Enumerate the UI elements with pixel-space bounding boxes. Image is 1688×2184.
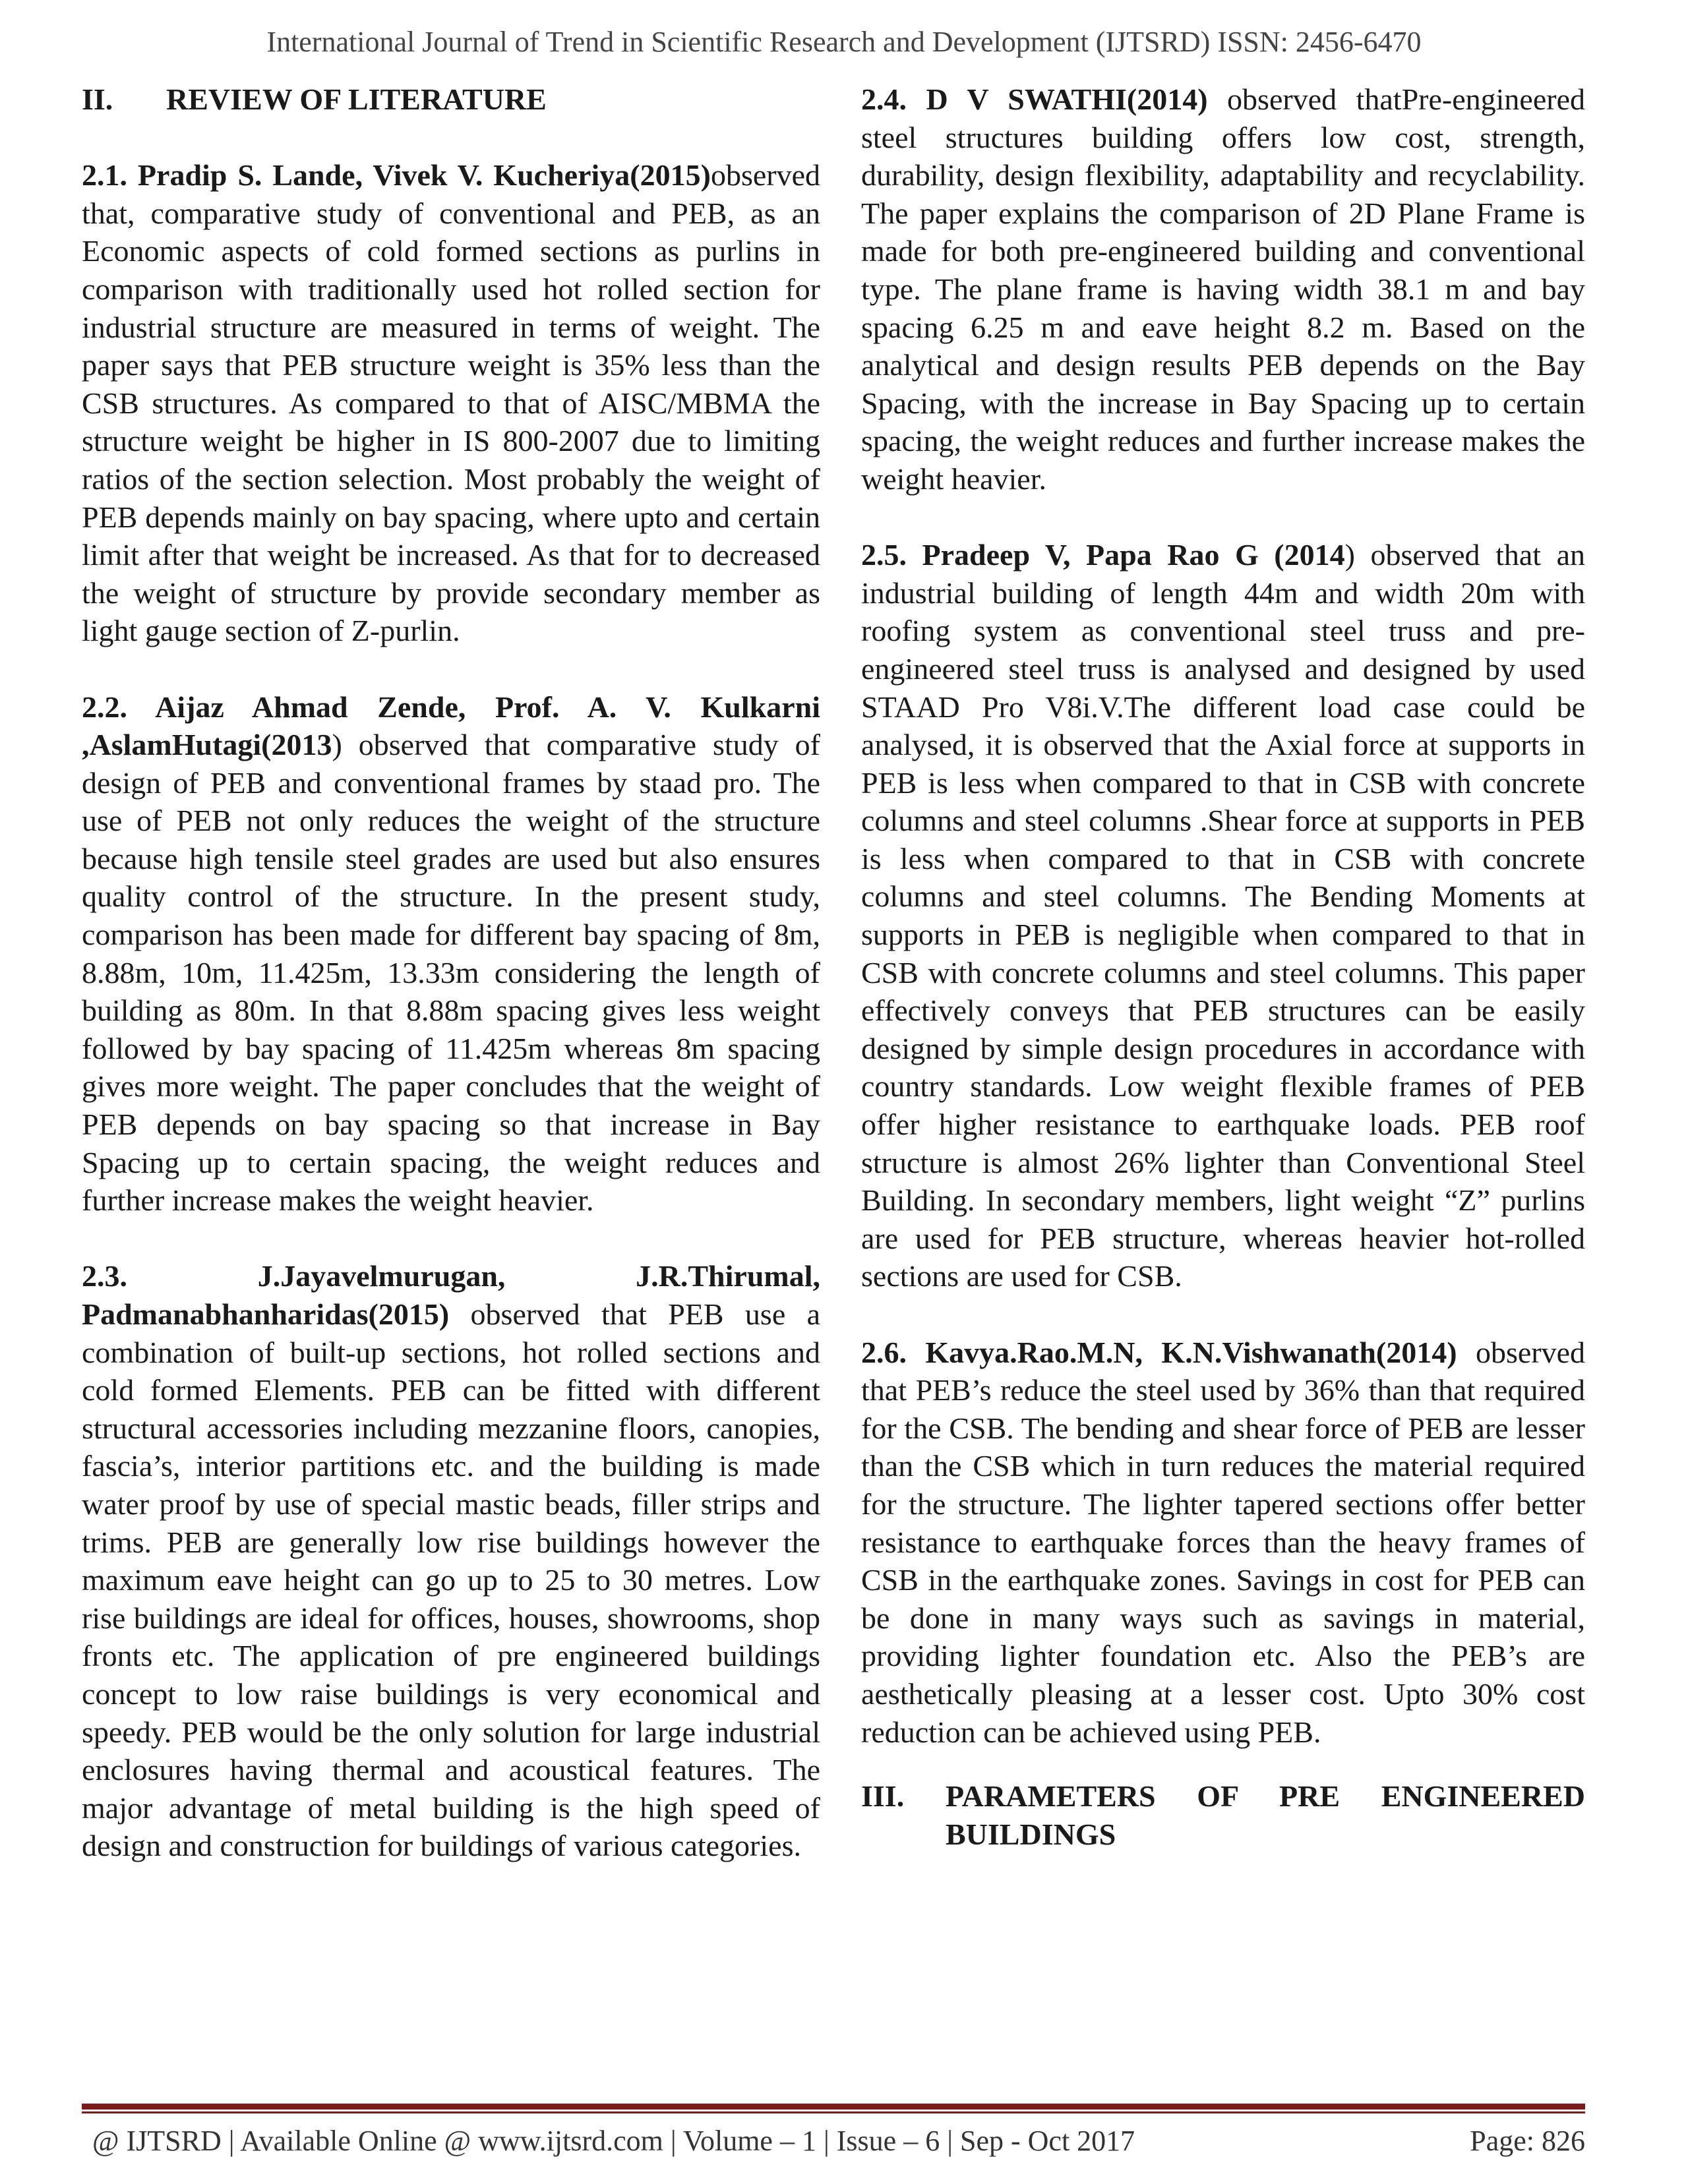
review-item-heading: 2.5. Pradeep V, Papa Rao G (2014: [861, 538, 1345, 572]
section-number: III.: [861, 1779, 905, 1814]
review-item-heading: 2.6. Kavya.Rao.M.N, K.N.Vishwanath(2014): [861, 1335, 1457, 1369]
review-item-heading: 2.1. Pradip S. Lande, Vivek V. Kucheriya(2015): [82, 158, 711, 192]
review-item-2-4: [861, 80, 1585, 498]
review-item-body: observed that, comparative study of conventional and PEB, as an Economic aspects of cold formed sections as purlins in comparison with traditionally used hot rolled section for industrial structure are measured in terms of weight. The paper says that PEB structure weight is 35% less than the CSB structures. As compared to that of AISC/MBMA the structure weight be higher in IS 800-2007 due to limiting ratios of the section selection. Most probably the weight of PEB depends mainly on bay spacing, where upto and certain limit after that weight be increased. As that for to decreased the weight of structure by provide secondary member as light gauge section of Z-purlin.: [82, 158, 820, 648]
section-heading-review: [82, 80, 820, 119]
footer-divider-thin: [82, 2111, 1585, 2113]
review-item-2-1: [82, 156, 820, 650]
section-title: PARAMETERS OF PRE ENGINEERED BUILDINGS: [946, 1779, 1585, 1851]
section-title: REVIEW OF LITERATURE: [166, 82, 547, 116]
review-item-2-2: [82, 688, 820, 1220]
footer-divider: [82, 2104, 1585, 2110]
review-item-body: observed that PEB use a combination of built-up sections, hot rolled sections and cold formed Elements. PEB can be fitted with different structural accessories including mezzanine floors, canopies, fascia’s, interior partitions etc. and the building is made water proof by use of special mastic beads, filler strips and trims. PEB are generally low rise buildings however the maximum eave height can go up to 25 to 30 metres. Low rise buildings are ideal for offices, houses, showrooms, shop fronts etc. The application of pre engineered buildings concept to low raise buildings is very economical and speedy. PEB would be the only solution for large industrial enclosures having thermal and acoustical features. The major advantage of metal building is the high speed of design and construction for buildings of various categories.: [82, 1297, 820, 1863]
review-item-heading: 2.4. D V SWATHI(2014): [861, 82, 1208, 116]
review-item-body: ) observed that an industrial building of length 44m and width 20m with roofing system as conventional steel truss and pre-engineered steel truss is analysed and designed by used STAAD Pro V8i.V.The different load case could be analysed, it is observed that the Axial force at supports in PEB is less when compared to that in CSB with concrete columns and steel columns .Shear force at supports in PEB is less when compared to that in CSB with concrete columns and steel columns. The Bending Moments at supports in PEB is negligible when compared to that in CSB with concrete columns and steel columns. This paper effectively conveys that PEB structures can be easily designed by simple design procedures in accordance with country standards. Low weight flexible frames of PEB offer higher resistance to earthquake loads. PEB roof structure is almost 26% lighter than Conventional Steel Building. In secondary members, light weight “Z” purlins are used for PEB structure, whereas heavier hot-rolled sections are used for CSB.: [861, 538, 1585, 1293]
review-item-heading: 2.3. J.Jayavelmurugan, J.R.Thirumal, Padmanabhanharidas(2015): [82, 1259, 820, 1331]
review-item-2-3: [82, 1257, 820, 1865]
section-heading-parameters: [861, 1777, 1585, 1853]
right-column: [861, 80, 1585, 1853]
review-item-heading: 2.2. Aijaz Ahmad Zende, Prof. A. V. Kulkarni ,AslamHutagi(2013: [82, 690, 820, 762]
review-item-2-5: [861, 536, 1585, 1295]
journal-header: International Journal of Trend in Scientific Research and Development (IJTSRD) ISSN: 2456-6470: [266, 26, 1422, 58]
review-item-2-6: [861, 1334, 1585, 1752]
review-item-body: observed thatPre-engineered steel structures building offers low cost, strength, durability, design flexibility, adaptability and recyclability. The paper explains the comparison of 2D Plane Frame is made for both pre-engineered building and conventional type. The plane frame is having width 38.1 m and bay spacing 6.25 m and eave height 8.2 m. Based on the analytical and design results PEB depends on the Bay Spacing, with the increase in Bay Spacing up to certain spacing, the weight reduces and further increase makes the weight heavier.: [861, 82, 1585, 496]
section-number: II.: [82, 82, 113, 116]
review-item-body: ) observed that comparative study of design of PEB and conventional frames by staad pro. The use of PEB not only reduces the weight of the structure because high tensile steel grades are used but also ensures quality control of the structure. In the present study, comparison has been made for different bay spacing of 8m, 8.88m, 10m, 11.425m, 13.33m considering the length of building as 80m. In that 8.88m spacing gives less weight followed by bay spacing of 11.425m whereas 8m spacing gives more weight. The paper concludes that the weight of PEB depends on bay spacing so that increase in Bay Spacing up to certain spacing, the weight reduces and further increase makes the weight heavier.: [82, 728, 820, 1218]
footer-publication-info: @ IJTSRD | Available Online @ www.ijtsrd.com | Volume – 1 | Issue – 6 | Sep - Oct 2017: [92, 2125, 1135, 2157]
left-column: [82, 80, 820, 1865]
review-item-body: observed that PEB’s reduce the steel used by 36% than that required for the CSB. The bending and shear force of PEB are lesser than the CSB which in turn reduces the material required for the structure. The lighter tapered sections offer better resistance to earthquake forces than the heavy frames of CSB in the earthquake zones. Savings in cost for PEB can be done in many ways such as savings in material, providing lighter foundation etc. Also the PEB’s are aesthetically pleasing at a lesser cost. Upto 30% cost reduction can be achieved using PEB.: [861, 1335, 1585, 1749]
page-footer: [92, 2124, 1585, 2158]
page-number: Page: 826: [1470, 2125, 1585, 2157]
